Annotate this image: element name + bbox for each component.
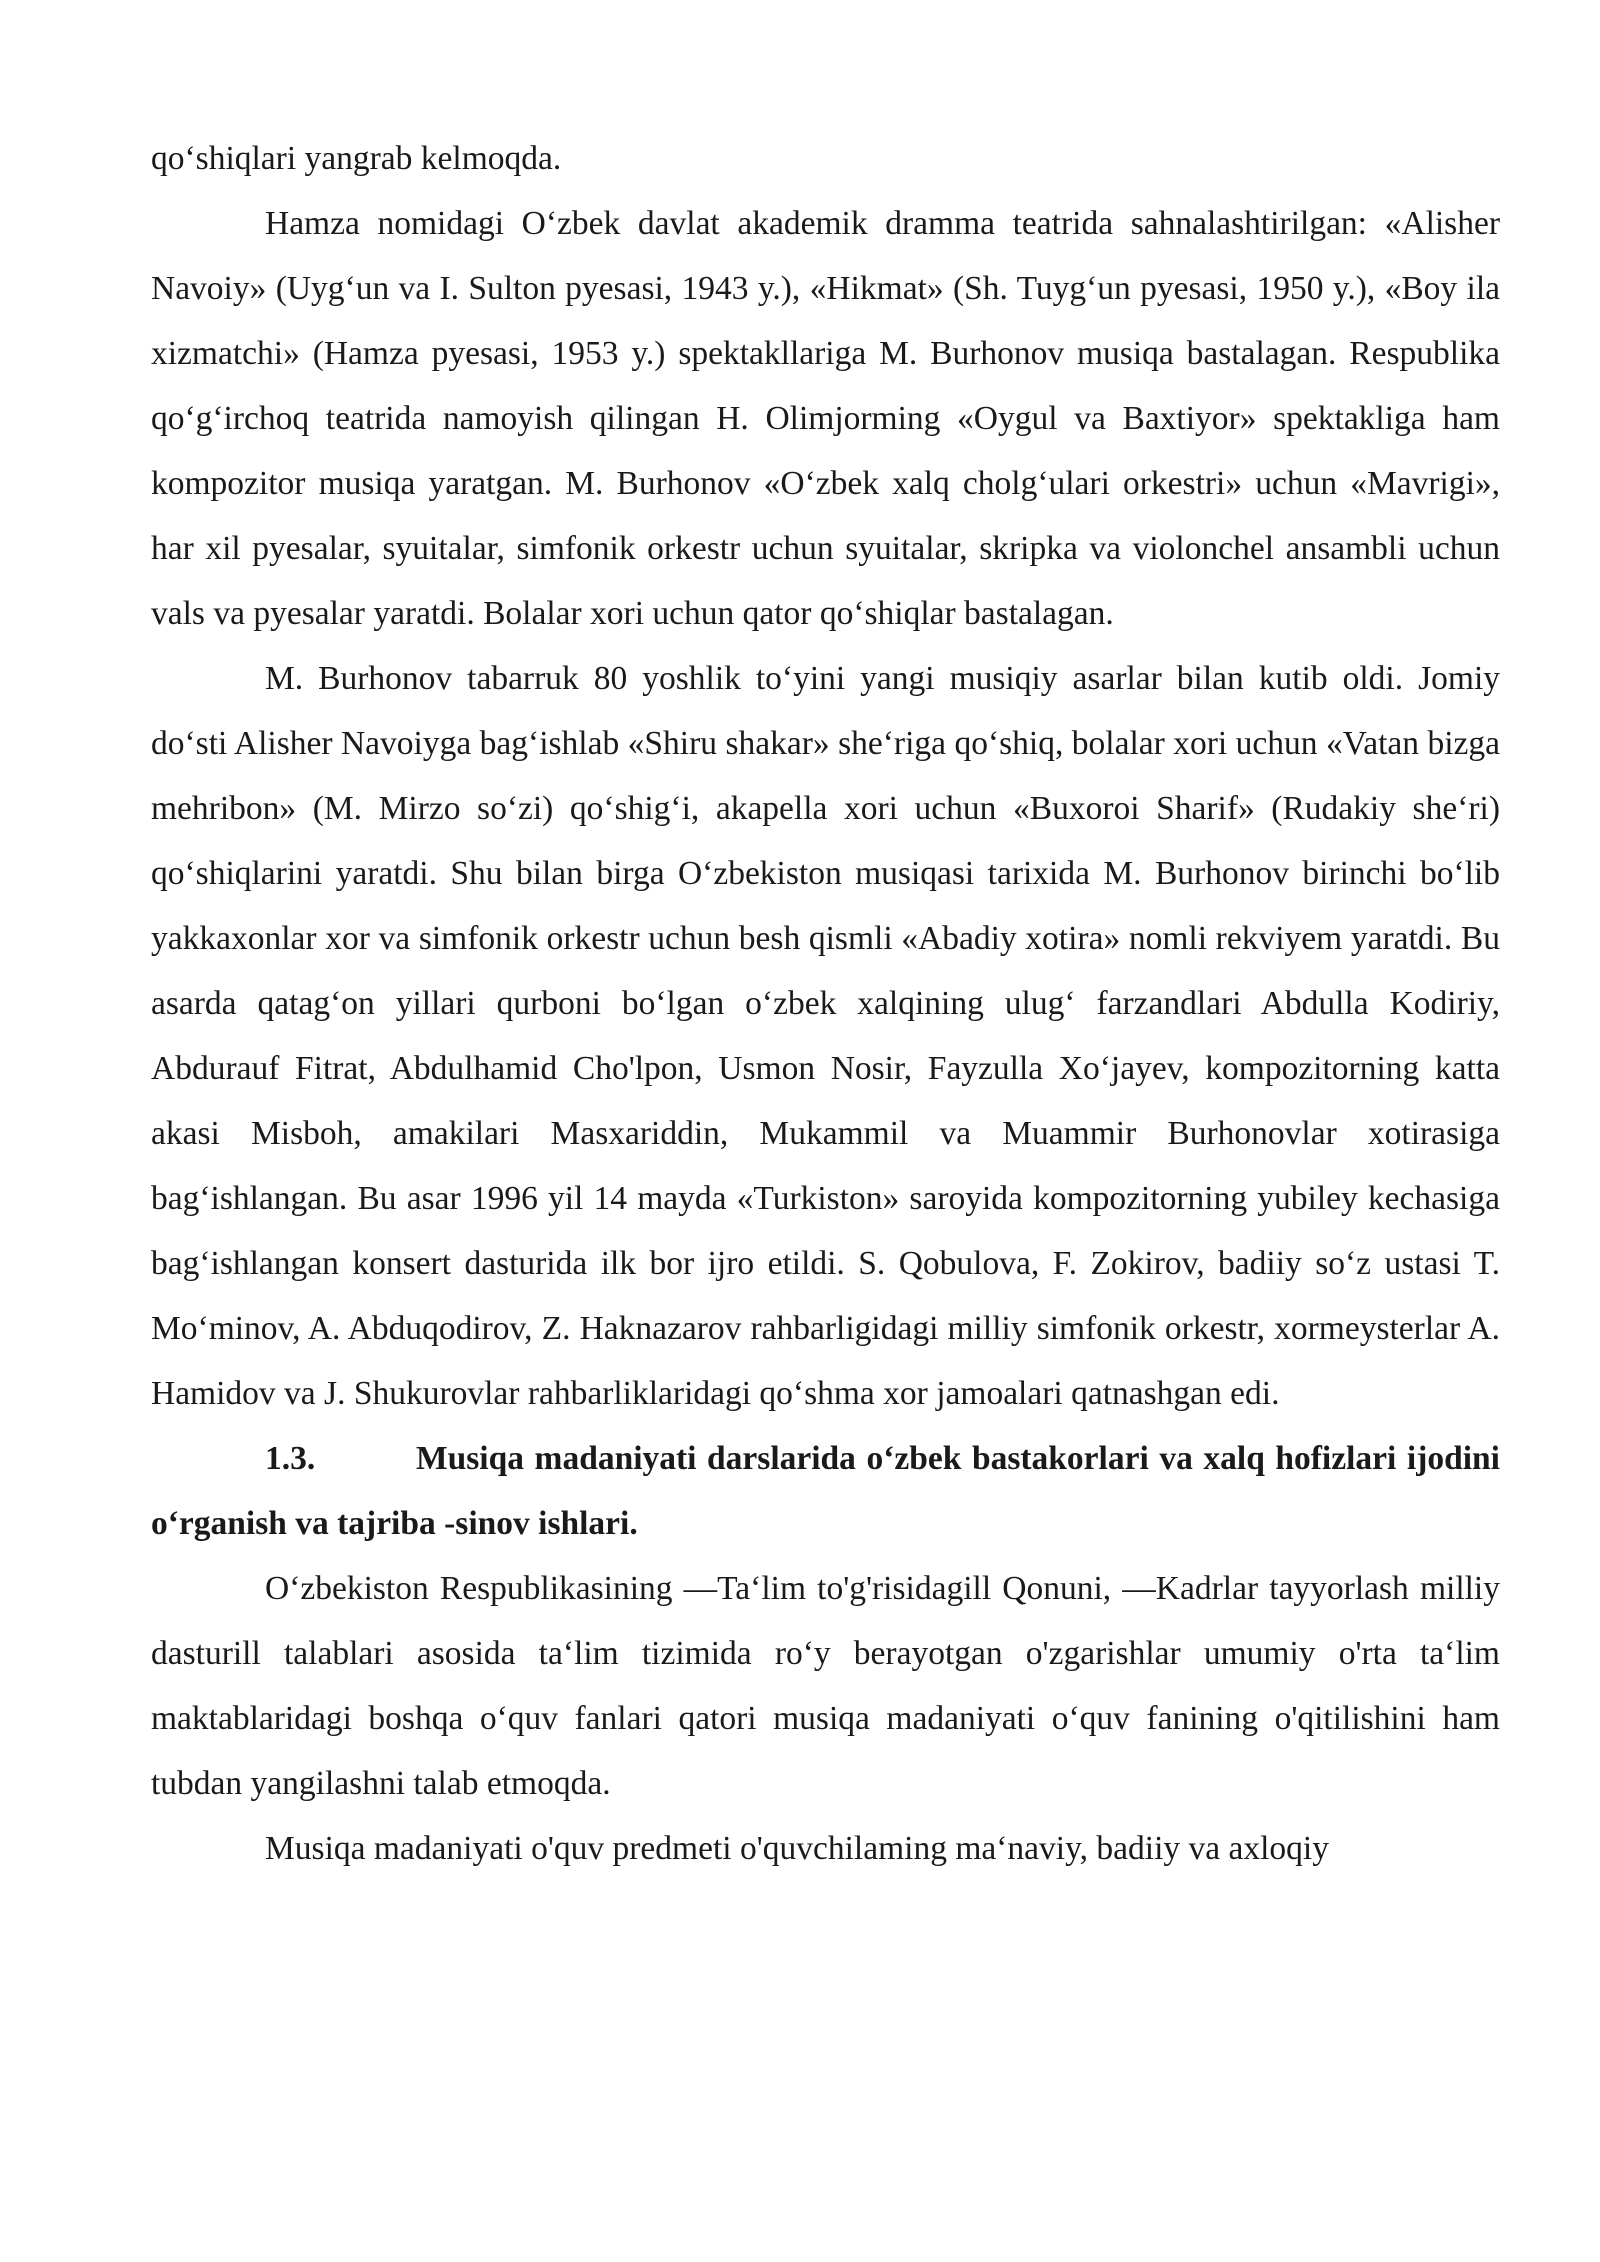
document-page — [151, 126, 1500, 1881]
paragraph-80th-anniversary: M. Burhonov tabarruk 80 yoshlik to‘yini yangi musiqiy asarlar bilan kutib oldi. Jomiy do‘sti Alisher Navoiyga bag‘ishlab «Shiru shakar» she‘riga qo‘shiq, bolalar xori uchun «Vatan bizga mehribon» (M. Mirzo so‘zi) qo‘shig‘i, akapella xori uchun «Buxoroi Sharif» (Rudakiy she‘ri) qo‘shiqlarini yaratdi. Shu bilan birga O‘zbekiston musiqasi tarixida M. Burhonov birinchi bo‘lib yakkaxonlar xor va simfonik orkestr uchun besh qismli «Abadiy xotira» nomli rekviyem yaratdi. Bu asarda qatag‘on yillari qurboni bo‘lgan o‘zbek xalqining ulug‘ farzandlari Abdulla Kodiriy, Abdurauf Fitrat, Abdulhamid Cho'lpon, Usmon Nosir, Fayzulla Xo‘jayev, kompozitorning katta akasi Misboh, amakilari Masxariddin, Mukammil va Muammir Burhonovlar xotirasiga bag‘ishlangan. Bu asar 1996 yil 14 mayda «Turkiston» saroyida kompozitorning yubiley kechasiga bag‘ishlangan konsert dasturida ilk bor ijro etildi. S. Qobulova, F. Zokirov, badiiy so‘z ustasi T. Mo‘minov, A. Abduqodirov, Z. Haknazarov rahbarligidagi milliy simfonik orkestr, xormeysterlar A. Hamidov va J. Shukurovlar rahbarliklaridagi qo‘shma xor jamoalari qatnashgan edi. — [151, 660, 1500, 1412]
section-title: Musiqa madaniyati darslarida o‘zbek bastakorlari va xalq hofizlari ijodini o‘rganish va tajriba -sinov ishlari. — [151, 1440, 1500, 1542]
section-heading — [151, 1426, 1500, 1556]
paragraph-music-subject: Musiqa madaniyati o'quv predmeti o'quvchilaming ma‘naviy, badiiy va axloqiy — [265, 1830, 1329, 1867]
paragraph-theatre-works: Hamza nomidagi O‘zbek davlat akademik dramma teatrida sahnalashtirilgan: «Alisher Navoiy» (Uyg‘un va I. Sulton pyesasi, 1943 y.), «Hikmat» (Sh. Tuyg‘un pyesasi, 1950 y.), «Boy ila xizmatchi» (Hamza pyesasi, 1953 y.) spektakllariga M. Burhonov musiqa bastalagan. Respublika qo‘g‘irchoq teatrida namoyish qilingan H. Olimjorming «Oygul va Baxtiyor» spektakliga ham kompozitor musiqa yaratgan. M. Burhonov «O‘zbek xalq cholg‘ulari orkestri» uchun «Mavrigi», har xil pyesalar, syuitalar, simfonik orkestr uchun syuitalar, skripka va violonchel ansambli uchun vals va pyesalar yaratdi. Bolalar xori uchun qator qo‘shiqlar bastalagan. — [151, 205, 1500, 632]
paragraph-continuation: qo‘shiqlari yangrab kelmoqda. — [151, 140, 562, 177]
paragraph-education-law: O‘zbekiston Respublikasining —Ta‘lim to'g'risidagill Qonuni, —Kadrlar tayyorlash milliy dasturill talablari asosida ta‘lim tizimida ro‘y berayotgan o'zgarishlar umumiy o'rta ta‘lim maktablaridagi boshqa o‘quv fanlari qatori musiqa madaniyati o‘quv fanining o'qitilishini ham tubdan yangilashni talab etmoqda. — [151, 1570, 1500, 1802]
section-number: 1.3. — [265, 1440, 316, 1477]
